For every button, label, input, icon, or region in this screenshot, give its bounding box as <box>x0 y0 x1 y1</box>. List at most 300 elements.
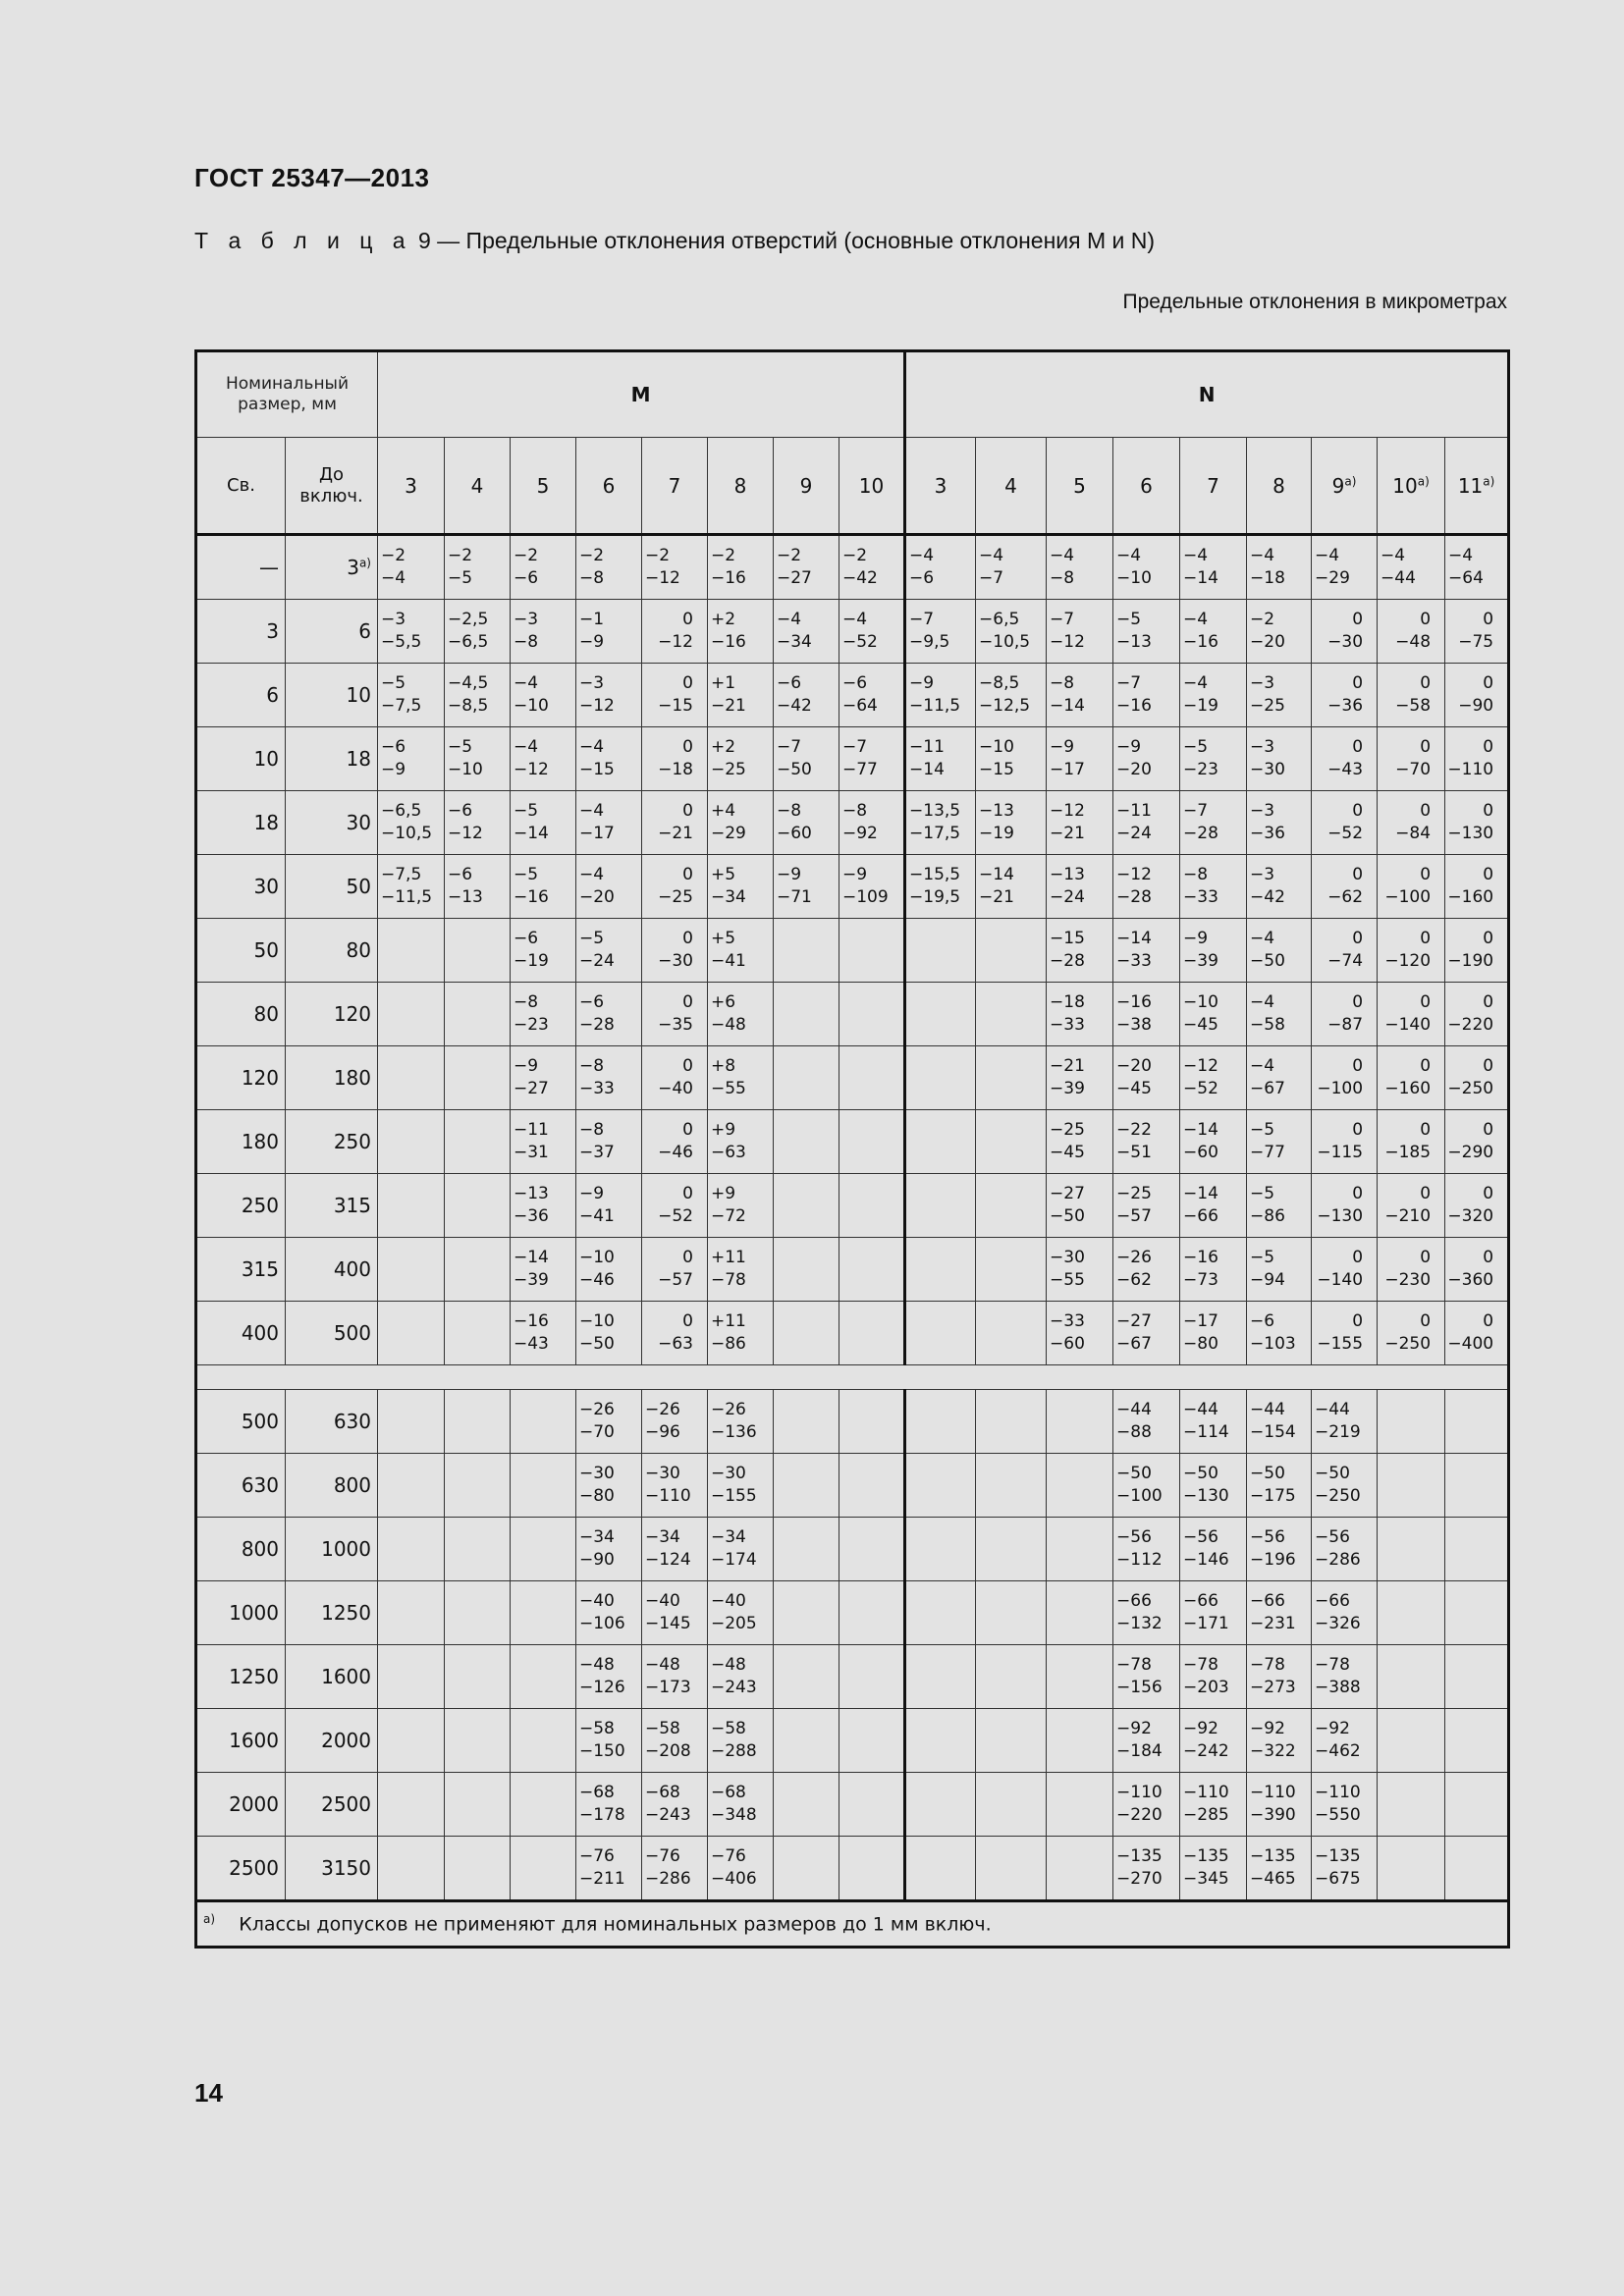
upper-deviation: −4 <box>1315 546 1340 565</box>
size-to: 6 <box>286 600 378 664</box>
upper-deviation: −16 <box>514 1311 549 1331</box>
deviation-cell <box>1180 919 1247 983</box>
lower-deviation: −326 <box>1315 1614 1361 1633</box>
lower-deviation: −250 <box>1384 1334 1432 1354</box>
deviation-cell <box>1113 1174 1180 1238</box>
deviation-cell <box>905 1645 976 1709</box>
upper-deviation: 0 <box>1483 1248 1494 1267</box>
upper-deviation: −48 <box>579 1655 615 1675</box>
lower-deviation: −29 <box>1315 568 1350 588</box>
upper-deviation: 0 <box>682 673 693 693</box>
lower-deviation: −9,5 <box>909 632 950 652</box>
upper-deviation: −135 <box>1250 1846 1296 1866</box>
deviation-cell <box>708 727 774 791</box>
deviation-cell <box>905 919 976 983</box>
lower-deviation: −112 <box>1116 1550 1163 1570</box>
upper-deviation: −4 <box>842 610 868 629</box>
upper-deviation: 0 <box>1483 992 1494 1012</box>
lower-deviation: −50 <box>1050 1206 1085 1226</box>
deviation-cell <box>905 983 976 1046</box>
lower-deviation: −465 <box>1250 1869 1296 1889</box>
deviation-cell <box>708 1645 774 1709</box>
upper-deviation: −50 <box>1116 1464 1152 1483</box>
upper-deviation: −92 <box>1250 1719 1285 1738</box>
upper-deviation: 0 <box>1420 801 1432 821</box>
upper-deviation: 0 <box>1352 1184 1364 1203</box>
lower-deviation: −15 <box>579 760 615 779</box>
deviation-cell <box>774 983 839 1046</box>
lower-deviation: −63 <box>658 1334 693 1354</box>
upper-deviation: −56 <box>1250 1527 1285 1547</box>
deviation-cell <box>378 664 445 727</box>
table-row <box>196 1454 1509 1518</box>
deviation-cell <box>1247 1174 1312 1238</box>
deviation-cell <box>511 1110 576 1174</box>
deviation-cell <box>1180 1046 1247 1110</box>
upper-deviation: −8 <box>579 1056 605 1076</box>
upper-deviation: 0 <box>1352 865 1364 884</box>
n-class-header: 3 <box>905 438 976 535</box>
deviation-cell <box>642 1238 708 1302</box>
size-to: 50 <box>286 855 378 919</box>
lower-deviation: −33 <box>1116 951 1152 971</box>
lower-deviation: −171 <box>1183 1614 1229 1633</box>
upper-deviation: 0 <box>1483 1120 1494 1140</box>
lower-deviation: −390 <box>1250 1805 1296 1825</box>
deviation-cell <box>976 600 1047 664</box>
lower-deviation: −42 <box>842 568 878 588</box>
upper-deviation: −4 <box>1116 546 1142 565</box>
lower-deviation: −12 <box>1050 632 1085 652</box>
lower-deviation: −140 <box>1317 1270 1364 1290</box>
upper-deviation: +6 <box>711 992 736 1012</box>
lower-deviation: −30 <box>658 951 693 971</box>
deviation-cell <box>708 1390 774 1454</box>
deviation-cell <box>1445 1174 1509 1238</box>
upper-deviation: −4 <box>1183 673 1209 693</box>
lower-deviation: −155 <box>1317 1334 1364 1354</box>
upper-deviation: −10 <box>1183 992 1218 1012</box>
caption-number: 9 <box>417 228 431 253</box>
upper-deviation: −3 <box>579 673 605 693</box>
deviation-cell <box>1445 855 1509 919</box>
size-to: 1600 <box>286 1645 378 1709</box>
upper-deviation: −2,5 <box>448 610 489 629</box>
deviation-cell <box>1247 1302 1312 1365</box>
deviation-cell <box>1047 1837 1113 1901</box>
upper-deviation: −8,5 <box>979 673 1020 693</box>
upper-deviation: −4 <box>1183 610 1209 629</box>
lower-deviation: −27 <box>514 1079 549 1098</box>
lower-deviation: −16 <box>1116 696 1152 716</box>
deviation-cell <box>976 791 1047 855</box>
upper-deviation: 0 <box>1483 865 1494 884</box>
upper-deviation: −5 <box>1250 1184 1275 1203</box>
upper-deviation: −4 <box>514 737 539 757</box>
upper-deviation: 0 <box>682 992 693 1012</box>
deviation-cell <box>1378 1454 1445 1518</box>
lower-deviation: −406 <box>711 1869 757 1889</box>
deviation-cell <box>1047 1773 1113 1837</box>
deviation-cell <box>1312 1837 1378 1901</box>
upper-deviation: −78 <box>1116 1655 1152 1675</box>
deviation-cell <box>774 1046 839 1110</box>
upper-deviation: −4 <box>514 673 539 693</box>
deviation-cell <box>511 535 576 600</box>
upper-deviation: −5 <box>381 673 406 693</box>
group-n-header: N <box>905 351 1509 438</box>
lower-deviation: −230 <box>1384 1270 1432 1290</box>
upper-deviation: −7,5 <box>381 865 422 884</box>
deviation-cell <box>1247 855 1312 919</box>
deviation-cell <box>1378 1302 1445 1365</box>
deviation-cell <box>905 855 976 919</box>
lower-deviation: −6 <box>909 568 935 588</box>
lower-deviation: −250 <box>1315 1486 1361 1506</box>
deviation-cell <box>1180 855 1247 919</box>
upper-deviation: −50 <box>1250 1464 1285 1483</box>
deviation-cell <box>576 1837 642 1901</box>
table-row <box>196 1110 1509 1174</box>
deviation-cell <box>976 983 1047 1046</box>
deviation-cell <box>378 855 445 919</box>
deviation-cell <box>1247 1046 1312 1110</box>
upper-deviation: −14 <box>1183 1184 1218 1203</box>
deviation-cell <box>839 855 905 919</box>
group-m-header: M <box>378 351 905 438</box>
deviation-cell <box>445 1581 511 1645</box>
deviation-cell <box>1047 1454 1113 1518</box>
lower-deviation: −39 <box>1050 1079 1085 1098</box>
deviation-cell <box>1445 1302 1509 1365</box>
n-class-header: 5 <box>1047 438 1113 535</box>
deviation-cell <box>1445 1110 1509 1174</box>
lower-deviation: −62 <box>1327 887 1364 907</box>
upper-deviation: −30 <box>579 1464 615 1483</box>
lower-deviation: −66 <box>1183 1206 1218 1226</box>
deviation-cell <box>839 1518 905 1581</box>
units-note: Предельные отклонения в микрометрах <box>1122 291 1507 313</box>
deviation-cell <box>905 1238 976 1302</box>
deviation-cell <box>511 1773 576 1837</box>
upper-deviation: −9 <box>579 1184 605 1203</box>
deviation-cell <box>1247 791 1312 855</box>
size-over: 315 <box>196 1238 286 1302</box>
lower-deviation: −46 <box>579 1270 615 1290</box>
deviation-cell <box>1445 1518 1509 1581</box>
deviation-cell <box>1378 919 1445 983</box>
deviation-cell <box>511 1837 576 1901</box>
upper-deviation: 0 <box>682 1056 693 1076</box>
deviation-cell <box>1180 1302 1247 1365</box>
table-row <box>196 1773 1509 1837</box>
lower-deviation: −57 <box>658 1270 693 1290</box>
upper-deviation: −4 <box>1250 992 1275 1012</box>
lower-deviation: −88 <box>1116 1422 1152 1442</box>
deviation-cell <box>378 1837 445 1901</box>
deviation-cell <box>976 1518 1047 1581</box>
upper-deviation: −4 <box>777 610 802 629</box>
lower-deviation: −6 <box>514 568 539 588</box>
upper-deviation: −4 <box>579 737 605 757</box>
upper-deviation: 0 <box>1483 1311 1494 1331</box>
upper-deviation: −20 <box>1116 1056 1152 1076</box>
deviation-cell <box>1113 535 1180 600</box>
upper-deviation: −4 <box>1183 546 1209 565</box>
deviation-cell <box>708 1773 774 1837</box>
lower-deviation: −86 <box>711 1334 746 1354</box>
lower-deviation: −155 <box>711 1486 757 1506</box>
upper-deviation: −12 <box>1183 1056 1218 1076</box>
deviation-cell <box>576 1773 642 1837</box>
upper-deviation: −68 <box>645 1783 680 1802</box>
upper-deviation: −2 <box>514 546 539 565</box>
deviation-cell <box>976 919 1047 983</box>
lower-deviation: −46 <box>658 1143 693 1162</box>
upper-deviation: −1 <box>579 610 605 629</box>
upper-deviation: −4 <box>1448 546 1474 565</box>
upper-deviation: −6 <box>842 673 868 693</box>
lower-deviation: −25 <box>658 887 693 907</box>
upper-deviation: 0 <box>1420 1311 1432 1331</box>
upper-deviation: −48 <box>711 1655 746 1675</box>
upper-deviation: 0 <box>1352 737 1364 757</box>
deviation-cell <box>1180 1390 1247 1454</box>
deviation-cell <box>511 1645 576 1709</box>
upper-deviation: −9 <box>1050 737 1075 757</box>
deviation-cell <box>1445 1709 1509 1773</box>
lower-deviation: −110 <box>645 1486 691 1506</box>
lower-deviation: −205 <box>711 1614 757 1633</box>
lower-deviation: −15 <box>979 760 1014 779</box>
deviation-cell <box>445 1174 511 1238</box>
upper-deviation: −11 <box>909 737 945 757</box>
deviation-cell <box>642 1174 708 1238</box>
deviation-cell <box>839 1302 905 1365</box>
lower-deviation: −550 <box>1315 1805 1361 1825</box>
table-row <box>196 1302 1509 1365</box>
deviation-cell <box>774 1454 839 1518</box>
deviation-cell <box>839 600 905 664</box>
deviation-cell <box>976 1581 1047 1645</box>
upper-deviation: −9 <box>777 865 802 884</box>
deviation-cell <box>976 1390 1047 1454</box>
lower-deviation: −11,5 <box>909 696 961 716</box>
deviation-cell <box>1247 664 1312 727</box>
lower-deviation: −35 <box>658 1015 693 1035</box>
upper-deviation: −2 <box>1250 610 1275 629</box>
table-separator <box>196 1365 1509 1390</box>
deviation-cell <box>1047 983 1113 1046</box>
deviation-cell <box>511 664 576 727</box>
deviation-cell <box>1047 1174 1113 1238</box>
upper-deviation: +1 <box>711 673 736 693</box>
deviation-cell <box>1113 1390 1180 1454</box>
deviation-cell <box>905 1110 976 1174</box>
deviation-cell <box>378 1238 445 1302</box>
deviation-cell <box>1445 1046 1509 1110</box>
lower-deviation: −75 <box>1458 632 1494 652</box>
deviation-cell <box>1378 1046 1445 1110</box>
n-class-header: 7 <box>1180 438 1247 535</box>
deviation-cell <box>445 1110 511 1174</box>
deviation-cell <box>774 535 839 600</box>
deviation-cell <box>1445 1645 1509 1709</box>
deviation-cell <box>1247 1238 1312 1302</box>
deviation-cell <box>378 727 445 791</box>
deviation-cell <box>1312 1110 1378 1174</box>
deviation-cell <box>378 1518 445 1581</box>
lower-deviation: −12 <box>514 760 549 779</box>
lower-deviation: −20 <box>1250 632 1285 652</box>
upper-deviation: −58 <box>711 1719 746 1738</box>
deviation-cell <box>642 791 708 855</box>
upper-deviation: −66 <box>1116 1591 1152 1611</box>
upper-deviation: −26 <box>579 1400 615 1419</box>
upper-deviation: −18 <box>1050 992 1085 1012</box>
upper-deviation: −9 <box>909 673 935 693</box>
deviation-cell <box>511 1581 576 1645</box>
table-row <box>196 1518 1509 1581</box>
deviation-cell <box>774 664 839 727</box>
upper-deviation: 0 <box>682 1120 693 1140</box>
upper-deviation: −10 <box>579 1311 615 1331</box>
lower-deviation: −21 <box>979 887 1014 907</box>
deviation-cell <box>839 983 905 1046</box>
upper-deviation: −44 <box>1183 1400 1218 1419</box>
deviation-cell <box>378 1110 445 1174</box>
deviation-cell <box>445 1709 511 1773</box>
deviation-cell <box>1247 983 1312 1046</box>
deviation-cell <box>1247 1581 1312 1645</box>
lower-deviation: −15 <box>658 696 693 716</box>
deviation-cell <box>642 1302 708 1365</box>
deviation-cell <box>576 1454 642 1518</box>
lower-deviation: −156 <box>1116 1678 1163 1697</box>
deviation-cell <box>1247 1709 1312 1773</box>
table-body-small <box>196 535 1509 1365</box>
m-class-header: 3 <box>378 438 445 535</box>
lower-deviation: −96 <box>645 1422 680 1442</box>
lower-deviation: −100 <box>1317 1079 1364 1098</box>
deviation-cell <box>1180 1454 1247 1518</box>
upper-deviation: −8 <box>842 801 868 821</box>
lower-deviation: −10 <box>514 696 549 716</box>
caption-label: Т а б л и ц а <box>194 228 412 253</box>
deviation-cell <box>1247 1837 1312 1901</box>
lower-deviation: −17,5 <box>909 824 961 843</box>
upper-deviation: −4 <box>909 546 935 565</box>
upper-deviation: −7 <box>909 610 935 629</box>
deviation-cell <box>1047 727 1113 791</box>
deviation-cell <box>1247 535 1312 600</box>
upper-deviation: −56 <box>1116 1527 1152 1547</box>
deviation-cell <box>576 1302 642 1365</box>
upper-deviation: 0 <box>1352 929 1364 948</box>
upper-deviation: −14 <box>1116 929 1152 948</box>
upper-deviation: −2 <box>381 546 406 565</box>
lower-deviation: −80 <box>579 1486 615 1506</box>
deviation-cell <box>511 855 576 919</box>
nominal-size-header: Номинальный размер, мм <box>196 351 378 438</box>
lower-deviation: −43 <box>1327 760 1364 779</box>
deviation-cell <box>1113 1046 1180 1110</box>
lower-deviation: −90 <box>1458 696 1494 716</box>
deviation-cell <box>1247 1110 1312 1174</box>
lower-deviation: −146 <box>1183 1550 1229 1570</box>
lower-deviation: −67 <box>1116 1334 1152 1354</box>
upper-deviation: 0 <box>1483 1184 1494 1203</box>
lower-deviation: −70 <box>1395 760 1432 779</box>
upper-deviation: 0 <box>1420 673 1432 693</box>
deviation-cell <box>511 600 576 664</box>
deviation-cell <box>642 1110 708 1174</box>
upper-deviation: 0 <box>1483 737 1494 757</box>
table-row <box>196 1581 1509 1645</box>
upper-deviation: −2 <box>711 546 736 565</box>
lower-deviation: −242 <box>1183 1741 1229 1761</box>
upper-deviation: −9 <box>1116 737 1142 757</box>
deviation-cell <box>445 791 511 855</box>
lower-deviation: −37 <box>579 1143 615 1162</box>
lower-deviation: −50 <box>777 760 812 779</box>
deviation-cell <box>1378 1110 1445 1174</box>
lower-deviation: −11,5 <box>381 887 433 907</box>
upper-deviation: −2 <box>579 546 605 565</box>
deviation-cell <box>708 1174 774 1238</box>
deviation-cell <box>576 1046 642 1110</box>
upper-deviation: −56 <box>1183 1527 1218 1547</box>
upper-deviation: 0 <box>682 610 693 629</box>
lower-deviation: −8 <box>514 632 539 652</box>
upper-deviation: 0 <box>1420 610 1432 629</box>
upper-deviation: −12 <box>1050 801 1085 821</box>
deviation-cell <box>1047 1390 1113 1454</box>
deviation-cell <box>1312 664 1378 727</box>
deviation-cell <box>1445 664 1509 727</box>
deviation-cell <box>905 535 976 600</box>
upper-deviation: +5 <box>711 865 736 884</box>
upper-deviation: −3 <box>1250 865 1275 884</box>
lower-deviation: −270 <box>1116 1869 1163 1889</box>
deviation-cell <box>708 791 774 855</box>
deviation-cell <box>1180 1238 1247 1302</box>
upper-deviation: −4 <box>979 546 1004 565</box>
lower-deviation: −132 <box>1116 1614 1163 1633</box>
lower-deviation: −70 <box>579 1422 615 1442</box>
size-over: 1250 <box>196 1645 286 1709</box>
deviation-cell <box>1312 1046 1378 1110</box>
m-class-header: 10 <box>839 438 905 535</box>
deviation-cell <box>1445 1837 1509 1901</box>
lower-deviation: −174 <box>711 1550 757 1570</box>
table-footnote: $^{а)}$ Классы допусков не применяют для номинальных размеров до 1 мм включ. <box>196 1901 1509 1948</box>
upper-deviation: −66 <box>1315 1591 1350 1611</box>
deviation-cell <box>642 1518 708 1581</box>
size-over: 6 <box>196 664 286 727</box>
table-row <box>196 855 1509 919</box>
lower-deviation: −50 <box>1250 951 1285 971</box>
deviation-cell <box>1378 791 1445 855</box>
lower-deviation: −20 <box>1116 760 1152 779</box>
lower-deviation: −23 <box>1183 760 1218 779</box>
lower-deviation: −84 <box>1395 824 1432 843</box>
lower-deviation: −39 <box>1183 951 1218 971</box>
m-class-header: 8 <box>708 438 774 535</box>
deviation-cell <box>1312 983 1378 1046</box>
upper-deviation: 0 <box>1420 865 1432 884</box>
upper-deviation: −13,5 <box>909 801 961 821</box>
